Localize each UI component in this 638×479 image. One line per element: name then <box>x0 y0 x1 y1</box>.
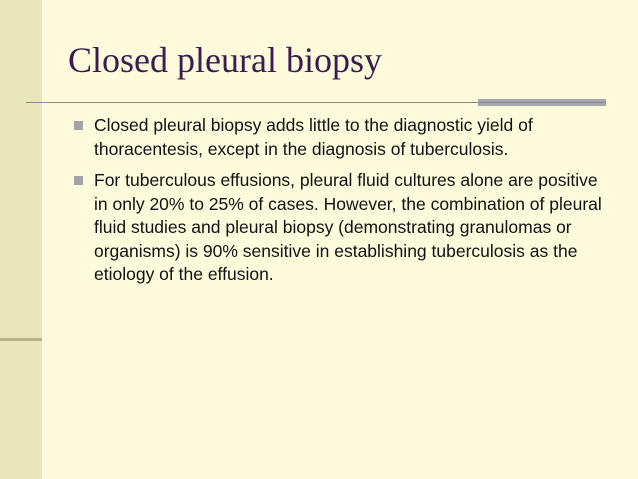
bullet-text: For tuberculous effusions, pleural fluid cultures alone are positive in only 20% to 25% of cases. However, the combination of pleural fluid studies and pleural biopsy (demonstrating granulomas or organisms) is 90% sensitive in establishing tuberculosis as the etiology of the effusion. <box>94 170 602 284</box>
left-accent-divider <box>0 338 42 341</box>
bullet-item <box>74 169 614 287</box>
left-accent-bar <box>0 0 42 479</box>
title-rule-accent-line <box>478 102 606 103</box>
square-bullet-icon <box>74 121 83 130</box>
bullet-item <box>74 114 614 161</box>
slide-title: Closed pleural biopsy <box>68 40 382 80</box>
bullet-text: Closed pleural biopsy adds little to the diagnostic yield of thoracentesis, except in the diagnosis of tuberculosis. <box>94 115 533 159</box>
bullet-list <box>74 114 614 295</box>
square-bullet-icon <box>74 176 83 185</box>
